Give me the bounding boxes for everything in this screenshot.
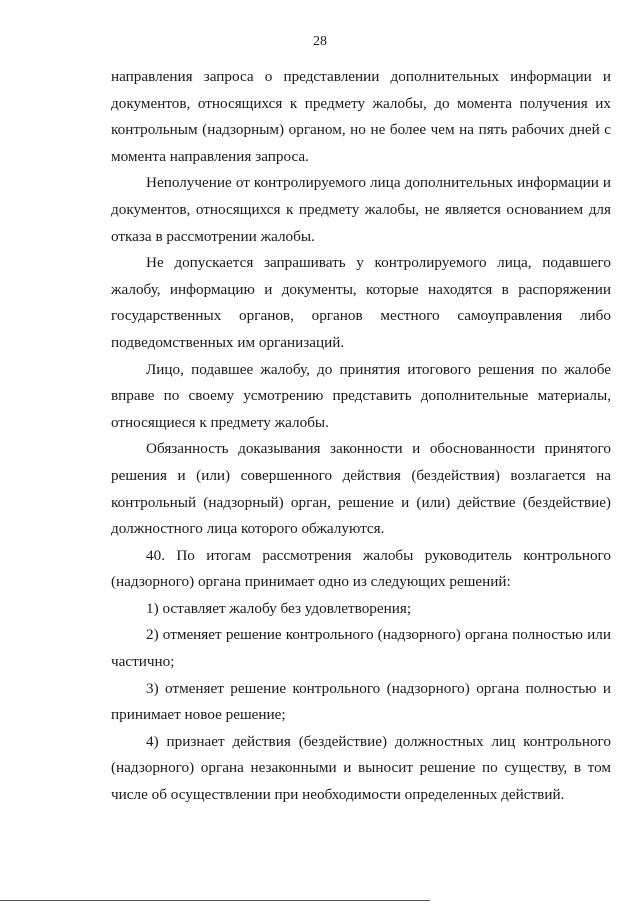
- list-item-decision-4: 4) признает действия (бездействие) должностных лиц контрольного (надзорного) органа незаконными и выносит решение по существу, в том числе об осуществлении при необходимости определенных действий.: [111, 732, 611, 804]
- list-item-decision-3: 3) отменяет решение контрольного (надзорного) органа полностью и принимает новое решение;: [111, 679, 611, 724]
- paragraph-additional-materials: Лицо, подавшее жалобу, до принятия итогового решения по жалобе вправе по своему усмотрению представить дополнительные материалы, относящиеся к предмету жалобы.: [111, 360, 611, 431]
- list-item-decision-2: 2) отменяет решение контрольного (надзорного) органа полностью или частично;: [111, 626, 611, 671]
- paragraph-clause-40: 40. По итогам рассмотрения жалобы руководитель контрольного (надзорного) органа принимает одно из следующих решений:: [111, 546, 611, 591]
- paragraph-request-continuation: направления запроса о представлении дополнительных информации и документов, относящихся к предмету жалобы, до момента получения их контрольным (надзорным) органом, но не более чем на пять рабочих дней с момента направления запроса.: [111, 68, 611, 165]
- document-body: [111, 64, 611, 809]
- paragraph-burden-of-proof: Обязанность доказывания законности и обоснованности принятого решения и (или) совершенного действия (бездействия) возлагается на контрольный (надзорный) орган, решение и (или) действие (бездействие) должностного лица которого обжалуются.: [111, 440, 611, 538]
- paragraph-no-request-documents: Не допускается запрашивать у контролируемого лица, подавшего жалобу, информацию и документы, которые находятся в распоряжении государственных органов, органов местного самоуправления либо подведомственных им организаций.: [111, 254, 611, 351]
- list-item-decision-1: 1) оставляет жалобу без удовлетворения;: [146, 599, 412, 617]
- page-number: 28: [313, 34, 327, 49]
- paragraph-non-receipt: Неполучение от контролируемого лица дополнительных информации и документов, относящихся к предмету жалобы, не является основанием для отказа в рассмотрении жалобы.: [111, 174, 611, 245]
- footer-divider: [0, 900, 430, 901]
